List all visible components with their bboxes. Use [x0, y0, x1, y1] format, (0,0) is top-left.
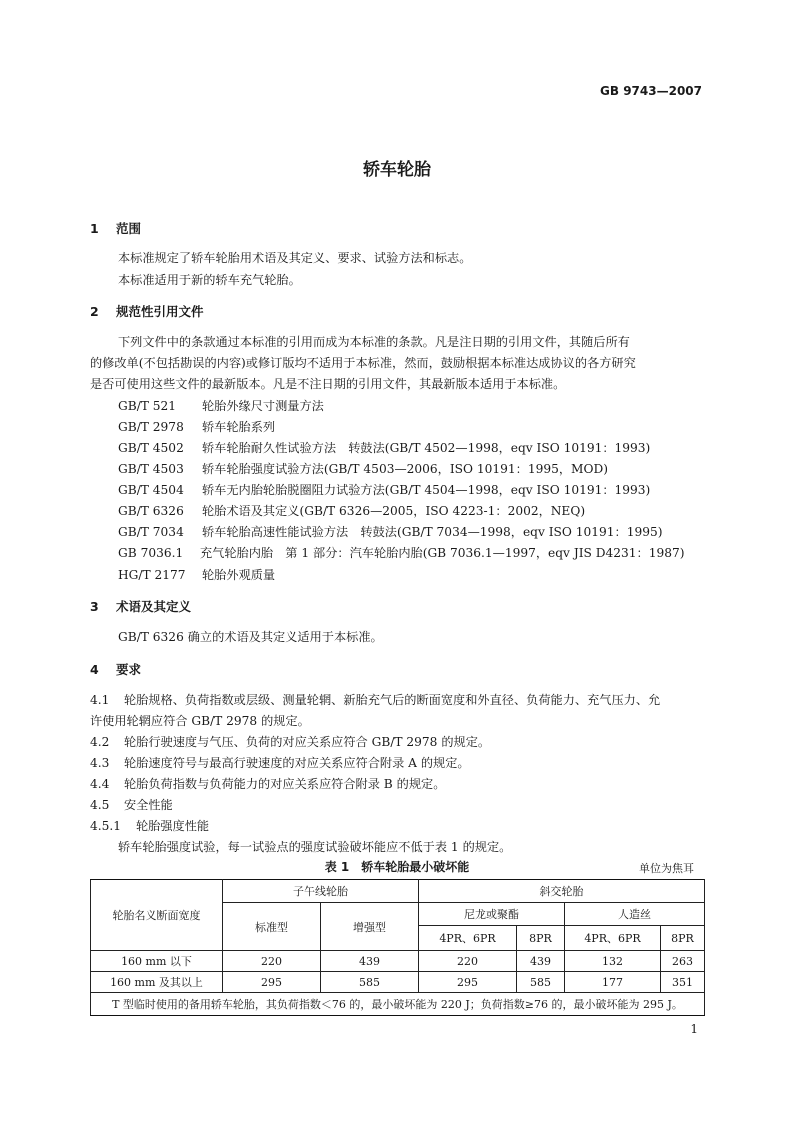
clause-number: 4.1 [90, 693, 110, 707]
cell: 295 [223, 972, 321, 993]
cell: 132 [565, 951, 661, 972]
clause-number: 4.5.1 [90, 819, 122, 833]
row-label: 160 mm 及其以上 [91, 972, 223, 993]
header-radial: 子午线轮胎 [223, 880, 419, 903]
reference-code: GB/T 4502 [118, 441, 184, 455]
page-number: 1 [690, 1022, 698, 1036]
cell: 351 [661, 972, 705, 993]
clause-4-1 [90, 691, 660, 708]
cell: 220 [419, 951, 517, 972]
paragraph: 本标准适用于新的轿车充气轮胎。 [118, 273, 301, 287]
cell: 585 [517, 972, 565, 993]
min-breaking-energy-table [90, 879, 705, 1016]
reference-title: 轿车轮胎耐久性试验方法 转鼓法(GB/T 4502—1998，eqv ISO 10191：1993) [202, 441, 651, 455]
clause-4-2 [90, 733, 490, 750]
clause-4-5 [90, 796, 173, 813]
header-4pr-6pr: 4PR、6PR [419, 926, 517, 951]
clause-4-5-1 [90, 817, 209, 834]
cell: 439 [321, 951, 419, 972]
table-unit: 单位为焦耳 [639, 862, 694, 875]
header-8pr: 8PR [517, 926, 565, 951]
clause-text: 轮胎速度符号与最高行驶速度的对应关系应符合附录 A 的规定。 [124, 756, 470, 770]
reference-item [118, 460, 608, 477]
section-3-heading [90, 597, 191, 615]
reference-code: GB/T 4503 [118, 462, 184, 476]
cell: 295 [419, 972, 517, 993]
clause-number: 4.2 [90, 735, 110, 749]
reference-title: 轿车轮胎强度试验方法(GB/T 4503—2006，ISO 10191：1995，MOD) [202, 462, 609, 476]
paragraph: 的修改单(不包括勘误的内容)或修订版均不适用于本标准，然而，鼓励根据本标准达成协议的各方研究 [90, 356, 636, 370]
reference-item [118, 439, 650, 456]
paragraph: GB/T 6326 确立的术语及其定义适用于本标准。 [118, 630, 383, 644]
reference-code: GB 7036.1 [118, 546, 184, 560]
reference-item [118, 397, 324, 414]
paragraph: 下列文件中的条款通过本标准的引用而成为本标准的条款。凡是注日期的引用文件，其随后所有 [118, 335, 630, 349]
standard-code: GB 9743—2007 [600, 84, 702, 98]
paragraph: 轿车轮胎强度试验，每一试验点的强度试验破坏能应不低于表 1 的规定。 [118, 840, 512, 854]
cell: 220 [223, 951, 321, 972]
reference-title: 轿车轮胎系列 [202, 420, 276, 434]
reference-item [118, 502, 585, 519]
reference-item [118, 418, 275, 435]
reference-title: 轿车轮胎高速性能试验方法 转鼓法(GB/T 7034—1998，eqv ISO 10191：1995) [202, 525, 663, 539]
cell: 177 [565, 972, 661, 993]
table-row [91, 972, 705, 993]
paragraph: 本标准规定了轿车轮胎用术语及其定义、要求、试验方法和标志。 [118, 251, 472, 265]
clause-text-continued: 许使用轮辋应符合 GB/T 2978 的规定。 [90, 714, 310, 728]
reference-title: 轮胎外观质量 [202, 568, 276, 582]
reference-item [118, 523, 663, 540]
clause-4-4 [90, 775, 445, 792]
reference-code: GB/T 2978 [118, 420, 184, 434]
reference-code: HG/T 2177 [118, 568, 186, 582]
clause-text: 轮胎强度性能 [136, 819, 210, 833]
header-reinforced: 增强型 [321, 903, 419, 951]
section-title: 范围 [116, 221, 142, 236]
section-title: 规范性引用文件 [116, 304, 204, 319]
reference-code: GB/T 4504 [118, 483, 184, 497]
reference-title: 充气轮胎内胎 第 1 部分：汽车轮胎内胎(GB 7036.1—1997，eqv JIS D4231：1987) [200, 546, 685, 560]
section-2-heading [90, 302, 204, 320]
section-number: 3 [90, 599, 99, 614]
header-bias: 斜交轮胎 [419, 880, 705, 903]
section-number: 4 [90, 662, 99, 677]
reference-code: GB/T 7034 [118, 525, 184, 539]
paragraph: 是否可使用这些文件的最新版本。凡是不注日期的引用文件，其最新版本适用于本标准。 [90, 377, 566, 391]
section-number: 2 [90, 304, 99, 319]
clause-text: 轮胎行驶速度与气压、负荷的对应关系应符合 GB/T 2978 的规定。 [124, 735, 491, 749]
section-4-heading [90, 660, 141, 678]
reference-item [118, 481, 650, 498]
row-label: 160 mm 以下 [91, 951, 223, 972]
section-1-heading [90, 219, 141, 237]
clause-text: 轮胎规格、负荷指数或层级、测量轮辋、新胎充气后的断面宽度和外直径、负荷能力、充气压力、允 [124, 693, 661, 707]
reference-title: 轮胎术语及其定义(GB/T 6326—2005，ISO 4223-1：2002，NEQ) [202, 504, 586, 518]
header-section-width: 轮胎名义断面宽度 [91, 880, 223, 951]
clause-text: 安全性能 [124, 798, 173, 812]
clause-number: 4.3 [90, 756, 110, 770]
reference-item [118, 544, 685, 561]
section-title: 术语及其定义 [116, 599, 192, 614]
clause-text: 轮胎负荷指数与负荷能力的对应关系应符合附录 B 的规定。 [124, 777, 446, 791]
table-row [91, 951, 705, 972]
document-title: 轿车轮胎 [363, 160, 431, 180]
header-standard: 标准型 [223, 903, 321, 951]
reference-code: GB/T 521 [118, 399, 177, 413]
cell: 263 [661, 951, 705, 972]
header-4pr-6pr: 4PR、6PR [565, 926, 661, 951]
clause-number: 4.5 [90, 798, 110, 812]
header-8pr: 8PR [661, 926, 705, 951]
section-title: 要求 [116, 662, 142, 677]
reference-title: 轿车无内胎轮胎脱圈阻力试验方法(GB/T 4504—1998，eqv ISO 10191：1993) [202, 483, 651, 497]
cell: 439 [517, 951, 565, 972]
header-rayon: 人造丝 [565, 903, 705, 926]
clause-4-3 [90, 754, 470, 771]
header-nylon-polyester: 尼龙或聚酯 [419, 903, 565, 926]
reference-title: 轮胎外缘尺寸测量方法 [202, 399, 324, 413]
reference-code: GB/T 6326 [118, 504, 184, 518]
reference-item [118, 566, 275, 583]
clause-number: 4.4 [90, 777, 110, 791]
section-number: 1 [90, 221, 99, 236]
cell: 585 [321, 972, 419, 993]
table-caption: 表 1 轿车轮胎最小破坏能 [324, 860, 470, 874]
table-note: T 型临时使用的备用轿车轮胎，其负荷指数＜76 的，最小破坏能为 220 J；负荷指数≥76 的，最小破坏能为 295 J。 [91, 993, 705, 1016]
